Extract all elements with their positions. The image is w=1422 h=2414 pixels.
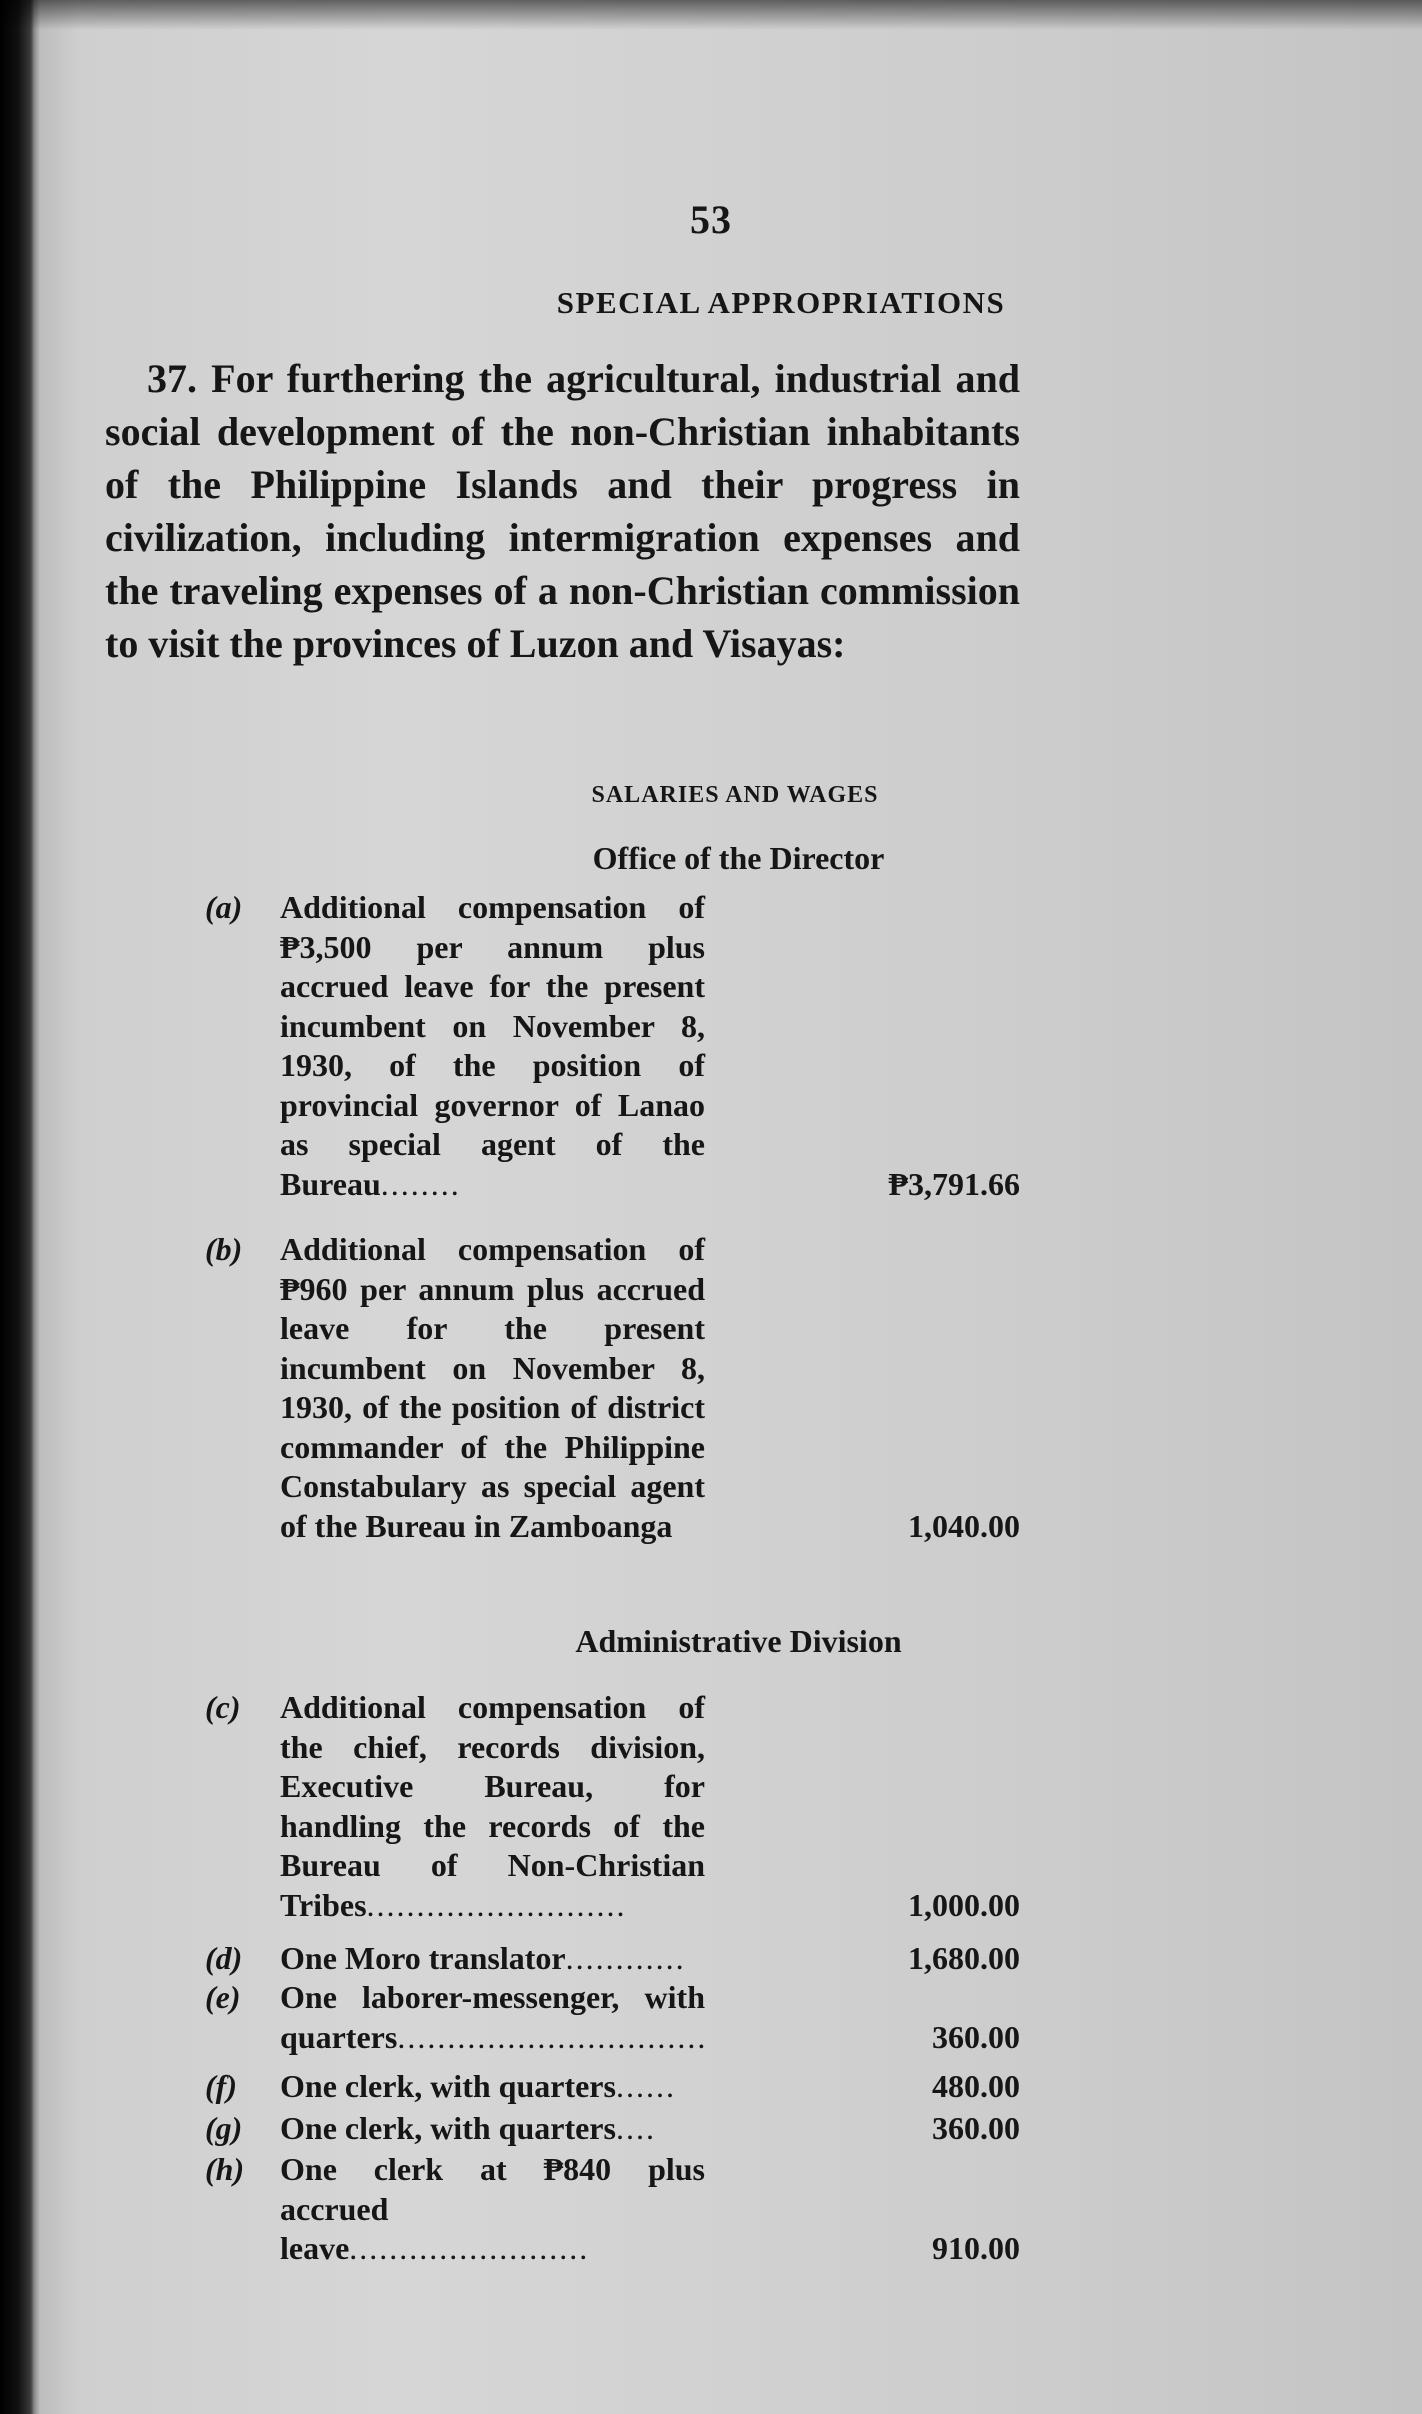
leader-dots: ........ — [380, 1165, 461, 1202]
item-text: One clerk at ₱840 plus accrued leave — [280, 2151, 705, 2266]
item-letter: (d) — [205, 1940, 243, 1976]
line-item — [205, 1230, 1020, 1546]
item-description — [280, 888, 705, 1204]
item-amount: 1,040.00 — [908, 1507, 1020, 1544]
page-number: 53 — [690, 197, 732, 242]
line-item — [205, 1688, 1020, 1925]
item-amount: ₱3,791.66 — [888, 1165, 1020, 1202]
item-description — [280, 2109, 705, 2149]
item-description — [280, 1688, 705, 1925]
office-heading: Office of the Director — [592, 840, 885, 876]
item-amount: 360.00 — [932, 2110, 1020, 2146]
leader-dots: ........................ — [349, 2230, 590, 2266]
line-item — [205, 2067, 1020, 2107]
item-letter: (f) — [205, 2068, 237, 2104]
leader-dots: ............ — [565, 1940, 686, 1976]
book-spine-shadow — [0, 0, 34, 2414]
line-item — [205, 1978, 1020, 2057]
item-amount: 360.00 — [932, 2018, 1020, 2055]
line-item — [205, 2150, 1020, 2269]
item-text: One clerk, with quarters — [280, 2068, 616, 2104]
item-text: One clerk, with quarters — [280, 2110, 616, 2146]
paragraph-text: For furthering the agricultural, industrial and social development of the non-Christian inhabitants of the Philippine Islands and their progress in civilization, including intermigration expenses and the traveling expenses of a non-Christian commission to visit the provinces of Luzon and Visayas: — [105, 356, 1020, 666]
section-title: SPECIAL APPROPRIATIONS — [556, 285, 1006, 320]
paragraph-number: 37. — [147, 356, 197, 401]
admin-heading: Administrative Division — [575, 1623, 902, 1659]
item-letter: (h) — [205, 2151, 245, 2187]
leader-dots: .......................... — [366, 1886, 627, 1923]
item-text: One laborer-messenger, with quarters — [280, 1979, 705, 2055]
item-text: Additional compensation of the chief, records division, Executive Bureau, for handling the records of the Bureau of Non-Christian Tribes — [280, 1689, 705, 1923]
top-edge-shadow — [0, 0, 1422, 30]
line-item — [205, 1939, 1020, 1979]
item-letter: (e) — [205, 1979, 241, 2015]
item-amount: 910.00 — [932, 2230, 1020, 2266]
intro-paragraph — [105, 352, 1020, 670]
item-text: Additional compensation of ₱960 per annum plus accrued leave for the present incumbent on November 8, 1930, of the position of district commander of the Philippine Constabulary as special agent of the Bureau in Zamboanga — [280, 1231, 705, 1544]
item-letter: (b) — [205, 1231, 243, 1267]
item-description — [280, 2150, 705, 2269]
item-amount: 1,680.00 — [908, 1940, 1020, 1976]
line-item — [205, 2109, 1020, 2149]
item-letter: (c) — [205, 1689, 241, 1725]
item-description — [280, 1939, 705, 1979]
item-letter: (g) — [205, 2110, 243, 2146]
item-text: Additional compensation of ₱3,500 per annum plus accrued leave for the present incumbent on November 8, 1930, of the position of provincial governor of Lanao as special agent of the Bureau — [280, 889, 705, 1202]
item-amount: 1,000.00 — [908, 1886, 1020, 1923]
line-item — [205, 888, 1020, 1204]
item-description — [280, 1978, 708, 2057]
leader-dots: .... — [615, 2110, 656, 2146]
leader-dots: ...... — [615, 2068, 676, 2104]
item-text: One Moro translator — [280, 1940, 566, 1976]
leader-dots: ............................... — [397, 2018, 708, 2055]
item-description — [280, 2067, 705, 2107]
salaries-heading: SALARIES AND WAGES — [591, 782, 879, 808]
item-letter: (a) — [205, 889, 243, 925]
item-amount: 480.00 — [932, 2068, 1020, 2104]
item-description — [280, 1230, 705, 1546]
